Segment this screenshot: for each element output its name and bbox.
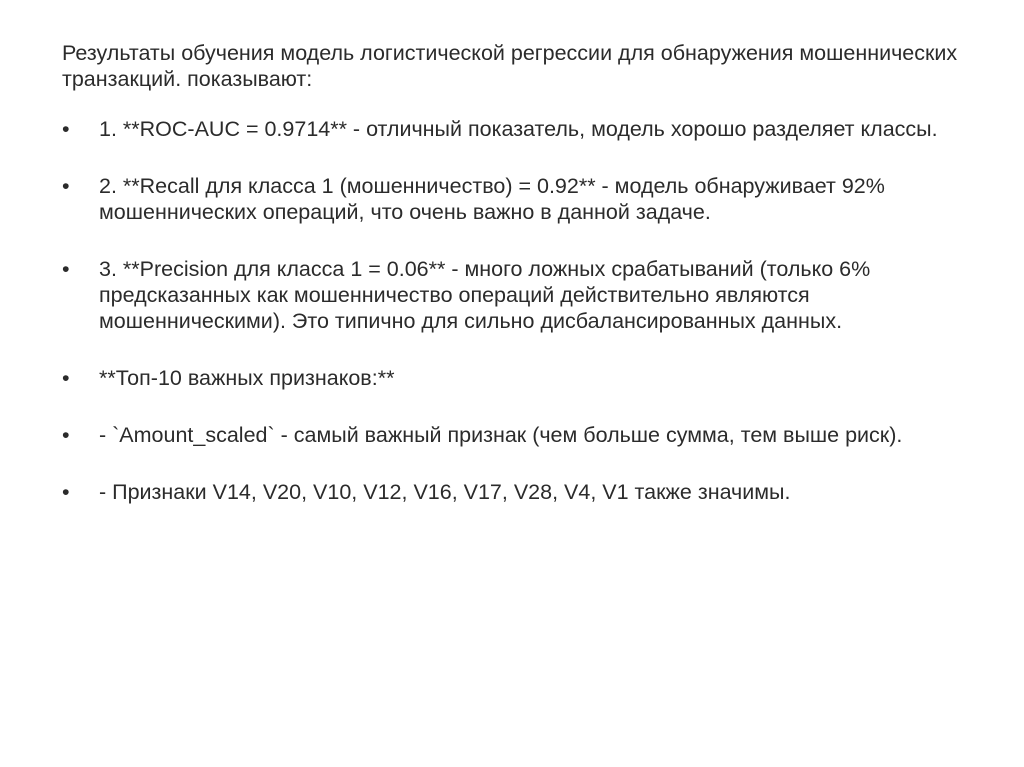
slide-content: [62, 40, 982, 536]
bullet-icon: •: [62, 174, 70, 198]
bullet-icon: •: [62, 257, 70, 281]
list-item: [62, 116, 982, 142]
bullet-top-features-heading: **Топ-10 важных признаков:**: [99, 366, 395, 390]
list-item: [62, 256, 982, 334]
bullet-icon: •: [62, 366, 70, 390]
bullet-recall: 2. **Recall для класса 1 (мошенничество) = 0.92** - модель обнаруживает 92% мошеннических операций, что очень важно в данной задаче.: [99, 174, 885, 224]
bullet-other-features: - Признаки V14, V20, V10, V12, V16, V17, V28, V4, V1 также значимы.: [99, 480, 791, 504]
bullet-icon: •: [62, 480, 70, 504]
list-item: [62, 365, 982, 391]
list-item: [62, 422, 982, 448]
bullet-list: [62, 116, 982, 505]
list-item: [62, 173, 982, 225]
bullet-icon: •: [62, 117, 70, 141]
list-item: [62, 479, 982, 505]
bullet-icon: •: [62, 423, 70, 447]
bullet-precision: 3. **Precision для класса 1 = 0.06** - много ложных срабатываний (только 6% предсказанных как мошенничество операций действительно являются мошенническими). Это типично для сильно дисбалансированных данных.: [99, 257, 871, 333]
intro-paragraph: Результаты обучения модель логистической регрессии для обнаружения мошеннических транзакций. показывают:: [62, 41, 958, 91]
bullet-amount-scaled: - `Amount_scaled` - самый важный признак (чем больше сумма, тем выше риск).: [99, 423, 903, 447]
bullet-roc-auc: 1. **ROC-AUC = 0.9714** - отличный показатель, модель хорошо разделяет классы.: [99, 117, 938, 141]
